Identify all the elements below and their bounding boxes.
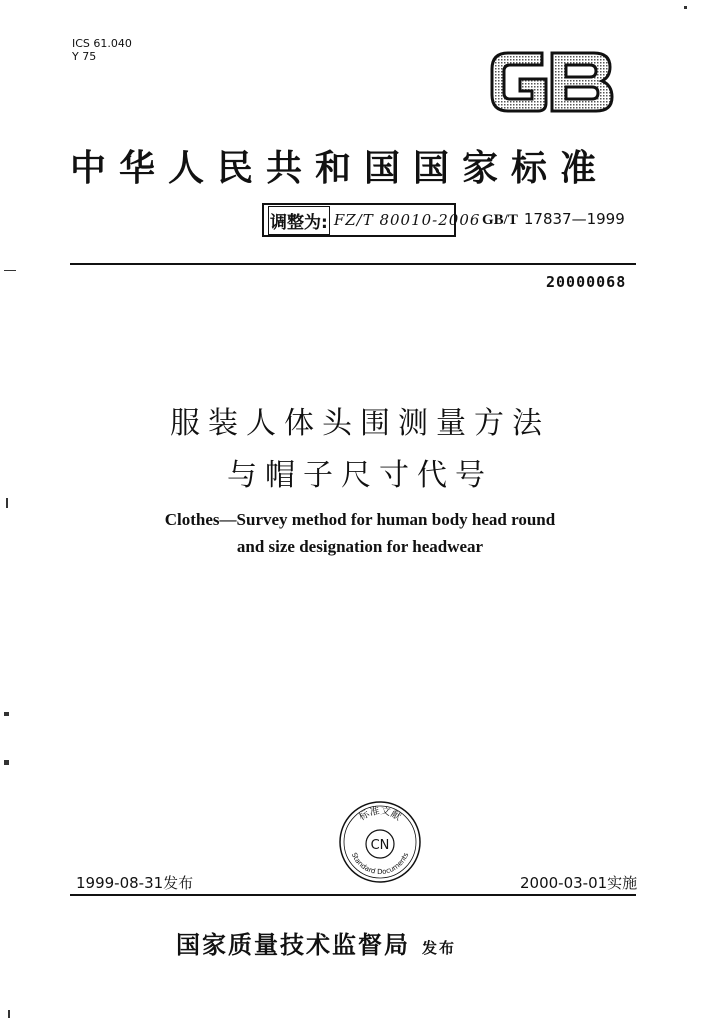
adjustment-stamp — [262, 203, 481, 237]
seal-top-text: 标准文献 — [357, 805, 403, 824]
standard-prefix: GB/T — [482, 212, 518, 228]
title-en-line-1: Clothes—Survey method for human body head round — [164, 510, 556, 529]
standard-documents-seal — [338, 800, 422, 884]
ics-code: ICS 61.040 — [72, 37, 132, 50]
stamp-handwritten-number: FZ/T 80010-2006 — [333, 211, 481, 229]
scan-speck — [4, 760, 9, 765]
gb-logo — [486, 47, 618, 117]
scan-speck — [6, 498, 8, 508]
title-en-line-2: and size designation for headwear — [236, 537, 484, 556]
publisher-suffix: 发布 — [422, 939, 457, 957]
scan-speck — [4, 712, 9, 716]
national-standard-title: 中华人民共和国国家标准 — [70, 147, 610, 189]
scan-speck — [8, 1010, 10, 1018]
ccs-code: Y 75 — [72, 50, 97, 63]
standard-number — [482, 210, 625, 229]
implementation-date: 2000-03-01实施 — [520, 874, 638, 892]
standard-number-value: 17837—1999 — [523, 210, 625, 228]
seal-bottom-text: Standard Documents — [349, 851, 411, 877]
scan-speck — [684, 6, 687, 9]
document-code: 20000068 — [546, 273, 627, 291]
issue-date: 1999-08-31发布 — [76, 874, 194, 892]
title-zh-line-2: 与帽子尺寸代号 — [227, 458, 493, 493]
title-zh-line-1: 服装人体头围测量方法 — [170, 406, 550, 441]
scan-speck — [4, 270, 16, 271]
bottom-divider — [70, 894, 636, 896]
seal-center-text: CN — [370, 838, 390, 853]
stamp-label: 调整为: — [268, 206, 330, 235]
classification-codes — [72, 37, 132, 63]
top-divider — [70, 263, 636, 265]
publisher-name: 国家质量技术监督局 — [176, 930, 410, 959]
publisher — [176, 925, 456, 960]
